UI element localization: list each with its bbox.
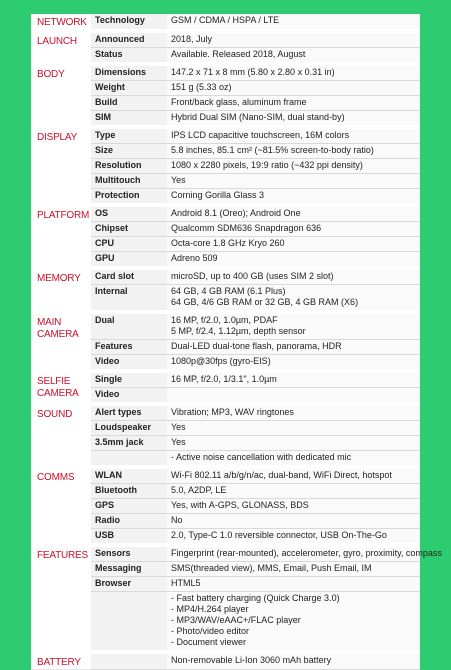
- spec-value: [167, 388, 420, 405]
- spec-label: Loudspeaker: [91, 421, 167, 436]
- spec-label: Single: [91, 371, 167, 388]
- spec-label: [91, 592, 167, 653]
- spec-label: Dual: [91, 312, 167, 340]
- spec-row: [31, 371, 420, 388]
- spec-value: 16 MP, f/2.0, 1/3.1", 1.0µm: [167, 371, 420, 388]
- spec-row: [31, 404, 420, 421]
- spec-label: Build: [91, 96, 167, 111]
- spec-value: Dual-LED dual-tone flash, panorama, HDR: [167, 340, 420, 355]
- spec-value: IPS LCD capacitive touchscreen, 16M colors: [167, 127, 420, 144]
- section-title: BODY: [31, 64, 91, 127]
- spec-value: Octa-core 1.8 GHz Kryo 260: [167, 237, 420, 252]
- section-title: BATTERY: [31, 652, 91, 670]
- spec-label: Browser: [91, 577, 167, 592]
- spec-label: Messaging: [91, 562, 167, 577]
- spec-label: Resolution: [91, 159, 167, 174]
- spec-label: Dimensions: [91, 64, 167, 81]
- spec-row: [31, 312, 420, 340]
- spec-value: No: [167, 514, 420, 529]
- spec-value: Yes: [167, 174, 420, 189]
- spec-value: Non-removable Li-Ion 3060 mAh battery: [167, 652, 420, 670]
- section-title: NETWORK: [31, 14, 91, 31]
- spec-value: Vibration; MP3, WAV ringtones: [167, 404, 420, 421]
- spec-label: Alert types: [91, 404, 167, 421]
- spec-label: USB: [91, 529, 167, 546]
- spec-label: [91, 652, 167, 670]
- section-title: SOUND: [31, 404, 91, 467]
- spec-label: Radio: [91, 514, 167, 529]
- spec-value: 5.0, A2DP, LE: [167, 484, 420, 499]
- spec-label: Card slot: [91, 268, 167, 285]
- spec-label: SIM: [91, 111, 167, 128]
- spec-value: 16 MP, f/2.0, 1.0µm, PDAF 5 MP, f/2.4, 1.12µm, depth sensor: [167, 312, 420, 340]
- spec-value: Hybrid Dual SIM (Nano-SIM, dual stand-by): [167, 111, 420, 128]
- spec-value: Android 8.1 (Oreo); Android One: [167, 205, 420, 222]
- spec-label: Announced: [91, 31, 167, 48]
- spec-label: Video: [91, 388, 167, 405]
- spec-row: [31, 205, 420, 222]
- spec-row: [31, 127, 420, 144]
- section-title: FEATURES: [31, 545, 91, 652]
- spec-label: Type: [91, 127, 167, 144]
- spec-value: 1080 x 2280 pixels, 19:9 ratio (~432 ppi density): [167, 159, 420, 174]
- spec-label: Internal: [91, 285, 167, 313]
- spec-label: CPU: [91, 237, 167, 252]
- spec-label: GPU: [91, 252, 167, 269]
- spec-label: [91, 451, 167, 468]
- spec-row: [31, 545, 420, 562]
- spec-value: - Active noise cancellation with dedicated mic: [167, 451, 420, 468]
- spec-value: Available. Released 2018, August: [167, 48, 420, 65]
- spec-value: GSM / CDMA / HSPA / LTE: [167, 14, 420, 31]
- spec-label: Status: [91, 48, 167, 65]
- spec-value: - Fast battery charging (Quick Charge 3.0) - MP4/H.264 player - MP3/WAV/eAAC+/FLAC player - Photo/video editor - Document viewer: [167, 592, 420, 653]
- spec-label: Weight: [91, 81, 167, 96]
- section-title: LAUNCH: [31, 31, 91, 64]
- spec-label: Size: [91, 144, 167, 159]
- spec-label: Bluetooth: [91, 484, 167, 499]
- spec-value: microSD, up to 400 GB (uses SIM 2 slot): [167, 268, 420, 285]
- spec-value: Adreno 509: [167, 252, 420, 269]
- spec-value: 1080p@30fps (gyro-EIS): [167, 355, 420, 372]
- section-title: MEMORY: [31, 268, 91, 312]
- spec-value: Wi-Fi 802.11 a/b/g/n/ac, dual-band, WiFi Direct, hotspot: [167, 467, 420, 484]
- spec-label: 3.5mm jack: [91, 436, 167, 451]
- spec-value: Yes, with A-GPS, GLONASS, BDS: [167, 499, 420, 514]
- section-title: SELFIE CAMERA: [31, 371, 91, 404]
- spec-value: Fingerprint (rear-mounted), accelerometer, gyro, proximity, compass: [167, 545, 420, 562]
- spec-value: Yes: [167, 421, 420, 436]
- spec-label: Technology: [91, 14, 167, 31]
- section-title: DISPLAY: [31, 127, 91, 205]
- spec-value: 147.2 x 71 x 8 mm (5.80 x 2.80 x 0.31 in): [167, 64, 420, 81]
- spec-label: Features: [91, 340, 167, 355]
- section-title: COMMS: [31, 467, 91, 545]
- spec-table: [31, 14, 442, 670]
- section-title: MAIN CAMERA: [31, 312, 91, 371]
- spec-value: SMS(threaded view), MMS, Email, Push Email, IM: [167, 562, 420, 577]
- spec-row: [31, 31, 420, 48]
- spec-value: Front/back glass, aluminum frame: [167, 96, 420, 111]
- spec-value: 2018, July: [167, 31, 420, 48]
- spec-value: 64 GB, 4 GB RAM (6.1 Plus) 64 GB, 4/6 GB RAM or 32 GB, 4 GB RAM (X6): [167, 285, 420, 313]
- spec-row: [31, 467, 420, 484]
- spec-value: 5.8 inches, 85.1 cm² (~81.5% screen-to-body ratio): [167, 144, 420, 159]
- spec-label: Chipset: [91, 222, 167, 237]
- spec-value: Corning Gorilla Glass 3: [167, 189, 420, 206]
- spec-sheet: [31, 14, 442, 668]
- spec-value: Qualcomm SDM636 Snapdragon 636: [167, 222, 420, 237]
- spec-label: GPS: [91, 499, 167, 514]
- spec-value: 151 g (5.33 oz): [167, 81, 420, 96]
- spec-value: Yes: [167, 436, 420, 451]
- spec-row: [31, 652, 420, 670]
- spec-value: 2.0, Type-C 1.0 reversible connector, USB On-The-Go: [167, 529, 420, 546]
- spec-label: Protection: [91, 189, 167, 206]
- spec-value: HTML5: [167, 577, 420, 592]
- spec-row: [31, 14, 420, 31]
- spec-row: [31, 268, 420, 285]
- spec-label: Video: [91, 355, 167, 372]
- spec-label: Sensors: [91, 545, 167, 562]
- spec-label: OS: [91, 205, 167, 222]
- spec-label: Multitouch: [91, 174, 167, 189]
- section-title: PLATFORM: [31, 205, 91, 268]
- spec-row: [31, 64, 420, 81]
- spec-label: WLAN: [91, 467, 167, 484]
